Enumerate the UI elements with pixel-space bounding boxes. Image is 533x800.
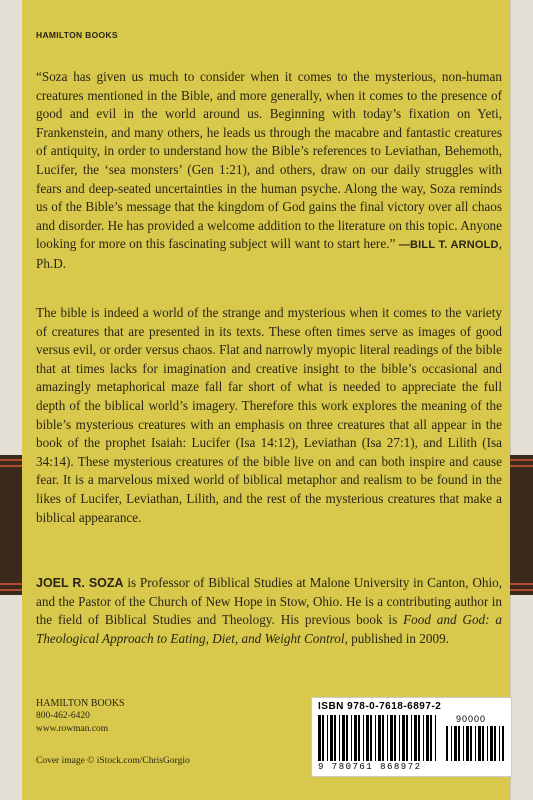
endorsement-quote — [36, 68, 502, 274]
publisher-website: www.rowman.com — [36, 724, 109, 734]
author-bio — [36, 574, 502, 648]
quote-text: “Soza has given us much to consider when it comes to the mysterious, non-human creatures mentioned in the Bible, and more generally, when it comes to the presence of good and evil in the world around us. Beginning with today’s fixation on Yeti, Frankenstein, and many others, he leads us through the macabre and fantastic creatures of antiquity, in order to understand how the Bible’s references to Leviathan, Behemoth, Lucifer, the ‘sea monsters’ (Gen 1:21), and others, draw on our daily struggles with fears and deep-seated uncertainties in the human psyche. Along the way, Soza reminds us of the Bible’s message that the kingdom of God gains the final victory over all chaos and disorder. He has provided a welcome addition to the literature on this topic. Anyone looking for more on this fascinating subject will want to start here.” — [36, 69, 502, 252]
barcode-supplement-bars — [446, 726, 504, 761]
left-border — [0, 0, 23, 800]
footer-publisher: HAMILTON BOOKS — [36, 698, 125, 709]
bio-text: is Professor of Biblical Studies at Malone University in Canton, Ohio, and the Pastor of the Church of New Hope in Stow, Ohio. He is a contributing author in the field of Biblical Studies and Theology. His previous book is — [36, 575, 502, 628]
bio-text-end: , published in 2009. — [344, 630, 449, 646]
author-name: JOEL R. SOZA — [36, 576, 124, 590]
publisher-header: HAMILTON BOOKS — [36, 30, 118, 40]
isbn-label: ISBN 978-0-7618-6897-2 — [318, 701, 442, 712]
quote-author: —BILL T. ARNOLD — [398, 239, 499, 252]
ean-digits: 9 780761 868972 — [318, 762, 422, 772]
barcode — [311, 697, 512, 777]
previous-book-title: Food and God: a Theological Approach to Eating, Diet, and Weight Control — [36, 612, 502, 646]
quote-degree: , Ph.D. — [36, 236, 502, 271]
price-code: 90000 — [456, 714, 487, 724]
cover-credit: Cover image © iStock.com/ChrisGorgio — [36, 756, 190, 766]
book-description: The bible is indeed a world of the strange and mysterious when it comes to the variety of creatures that are presented in its texts. These often times serve as images of good versus evil, or order versus chaos. Flat and narrowly myopic literal readings of the bible that at times lacks for imagination and creative insight to the bible’s occasional and amazingly metaphorical maze fall far short of what is needed to appreciate the full depth of the biblical world’s imagery. Therefore this work explores the meaning of the bible’s mysterious creatures with an emphasis on three creatures that all appear in the book of the prophet Isaiah: Lucifer (Isa 14:12), Leviathan (Isa 27:1), and Lilith (Isa 34:14). These mysterious creatures of the bible live on and can both inspire and cause fear. It is a marvelous mixed world of biblical metaphor and realism to be found in the likes of Lucifer, Leviathan, Lilith, and the rest of the mysterious creatures that make a biblical appearance. — [36, 305, 502, 525]
barcode-bars — [318, 715, 438, 761]
publisher-phone: 800-462-6420 — [36, 711, 90, 721]
right-border — [510, 0, 533, 800]
publisher-info — [36, 697, 125, 736]
